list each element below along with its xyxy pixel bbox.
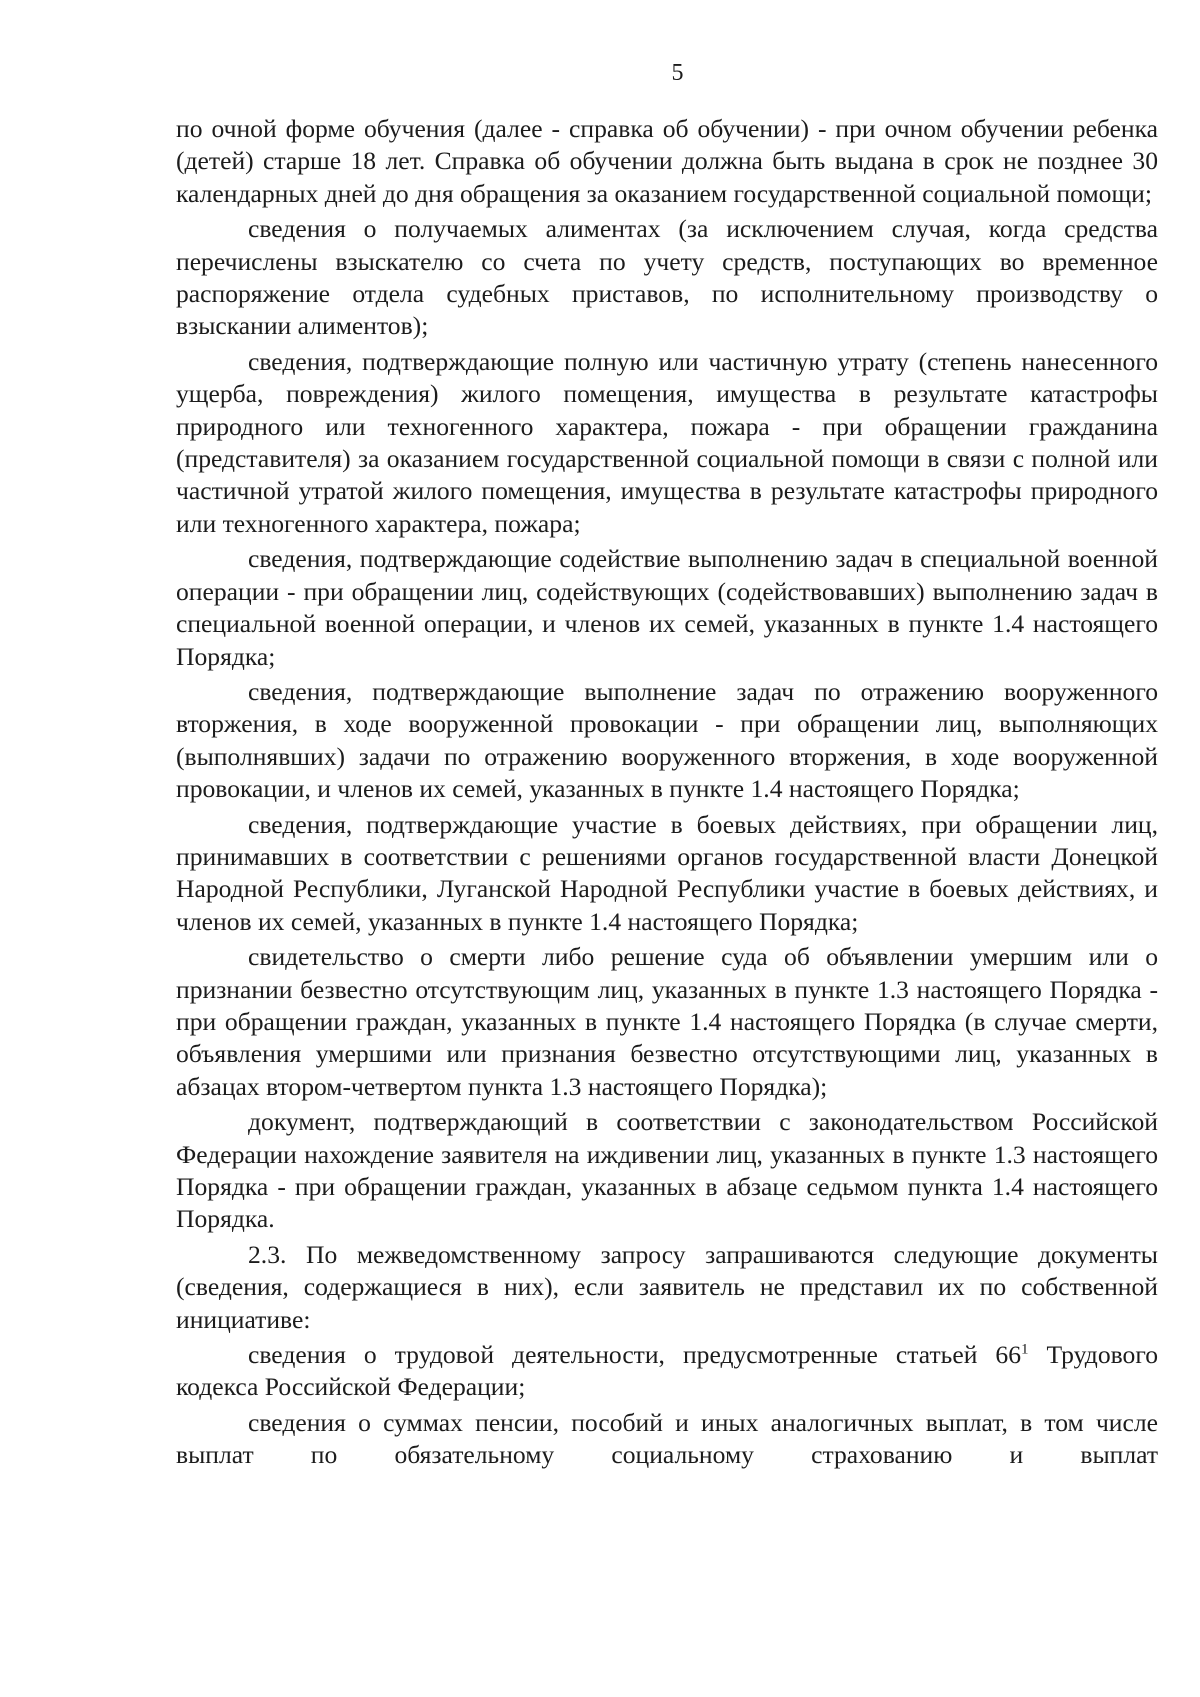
page-number: 5 <box>671 60 684 86</box>
paragraph-death-certificate: свидетельство о смерти либо решение суда об объявлении умершим или о признании безвестно отсутствующим лиц, указанных в пункте 1.3 настоящего Порядка - при обращении граждан, указанных в пункте 1.4 настоящего Порядка (в случае смерти, объявления умершими или признания безвестно отсутствующими лиц, указанных в абзацах втором-четвертом пункта 1.3 настоящего Порядка); <box>176 942 1158 1101</box>
paragraph-section-2-3: 2.3. По межведомственному запросу запрашиваются следующие документы (сведения, содержащиеся в них), если заявитель не представил их по собственной инициативе: <box>176 1239 1158 1334</box>
document-body <box>176 113 1158 1475</box>
paragraph-pension-sums-info: сведения о суммах пенсии, пособий и иных аналогичных выплат, в том числе выплат по обязательному социальному страхованию и выплат <box>176 1407 1158 1470</box>
paragraph-housing-loss-info: сведения, подтверждающие полную или частичную утрату (степень нанесенного ущерба, повреждения) жилого помещения, имущества в результате катастрофы природного или техногенного характера, пожара - при обращении гражданина (представителя) за оказанием государственной социальной помощи в связи с полной или частичной утратой жилого помещения, имущества в результате катастрофы природного или техногенного характера, пожара; <box>176 346 1158 538</box>
labor-activity-text-before: сведения о трудовой деятельности, предусмотренные статьей 66 <box>248 1340 1021 1370</box>
paragraph-svo-assistance-info: сведения, подтверждающие содействие выполнению задач в специальной военной операции - при обращении лиц, содействующих (содействовавших) выполнению задач в специальной военной операции, и членов их семей, указанных в пункте 1.4 настоящего Порядка; <box>176 544 1158 671</box>
paragraph-labor-activity-info <box>176 1339 1158 1404</box>
labor-activity-text-after: Трудового кодекса Российской Федерации; <box>176 1340 1158 1402</box>
article-superscript: 1 <box>1021 1341 1029 1358</box>
paragraph-alimony-info: сведения о получаемых алиментах (за исключением случая, когда средства перечислены взыскателю со счета по учету средств, поступающих во временное распоряжение отдела судебных приставов, по исполнительному производству о взыскании алиментов); <box>176 214 1158 341</box>
paragraph-armed-invasion-info: сведения, подтверждающие выполнение задач по отражению вооруженного вторжения, в ходе вооруженной провокации - при обращении лиц, выполняющих (выполнявших) задачи по отражению вооруженного вторжения, в ходе вооруженной провокации, и членов их семей, указанных в пункте 1.4 настоящего Порядка; <box>176 676 1158 804</box>
paragraph-continuation: по очной форме обучения (далее - справка об обучении) - при очном обучении ребенка (детей) старше 18 лет. Справка об обучении должна быть выдана в срок не позднее 30 календарных дней до дня обращения за оказанием государственной социальной помощи; <box>176 114 1158 208</box>
paragraph-combat-participation-info: сведения, подтверждающие участие в боевых действиях, при обращении лиц, принимавших в соответствии с решениями органов государственной власти Донецкой Народной Республики, Луганской Народной Республики участие в боевых действиях, и членов их семей, указанных в пункте 1.4 настоящего Порядка; <box>176 809 1158 936</box>
paragraph-dependency-document: документ, подтверждающий в соответствии с законодательством Российской Федерации нахождение заявителя на иждивении лиц, указанных в пункте 1.3 настоящего Порядка - при обращении граждан, указанных в абзаце седьмом пункта 1.4 настоящего Порядка. <box>176 1107 1158 1234</box>
